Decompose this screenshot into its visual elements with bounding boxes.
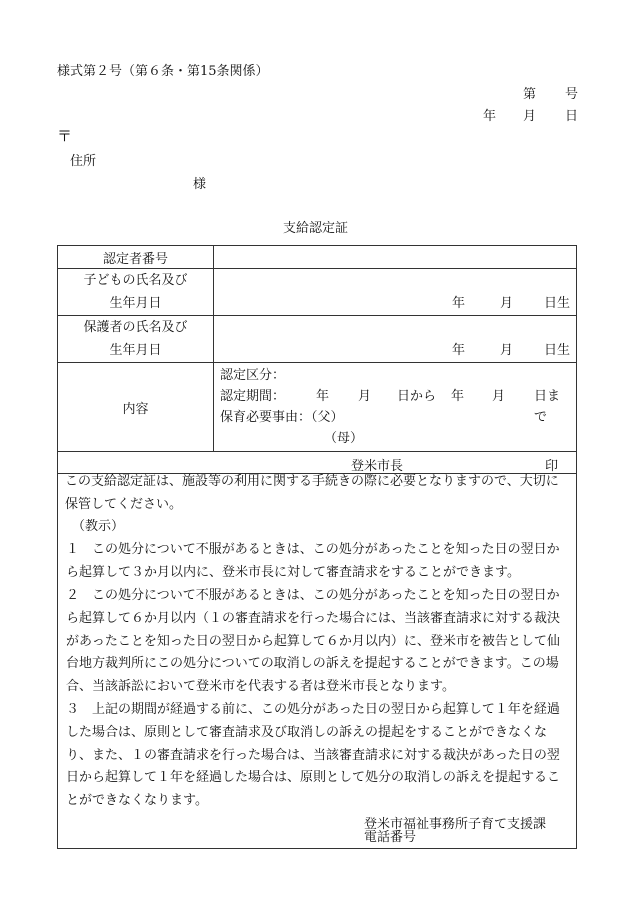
date-year: 年 — [483, 109, 497, 124]
child-label-line2: 生年月日 — [109, 296, 162, 311]
notice-intro: この支給認定証は、施設等の利用に関する手続きの際に必要となりますので、大切に保管してください。 — [65, 474, 559, 512]
content-label: 内容 — [58, 363, 214, 452]
guardian-label-line1: 保護者の氏名及び — [83, 320, 188, 335]
notice-box — [57, 469, 577, 849]
doc-number-label: 第 — [523, 87, 537, 102]
category-line — [220, 365, 570, 386]
notice-item-2: ２ この処分について不服があるときは、この処分があったことを知った日の翌日から起算して６か月以内（１の審査請求を行った場合には、当該審査請求に対する裁決があったことを知った日の翌日から起算して６か月以内）に、登米市を被告として仙台地方裁判所にこの処分についての取消しの訴えを提起することができます。この場合、当該訴訟において登米市を代表する者は登米市長となります。 — [66, 588, 561, 695]
reason-label: 保育必要事由： — [220, 410, 312, 425]
mayor-label: 登米市長 — [351, 459, 404, 474]
date-day: 日 — [565, 109, 579, 124]
reason-father: （父） — [311, 410, 344, 425]
child-dob-year: 年 — [451, 296, 465, 311]
phone-label: 電話番号 — [364, 830, 417, 845]
guardian-value-cell — [214, 316, 577, 363]
content-row — [58, 363, 577, 452]
honorific-sama: 様 — [193, 177, 207, 192]
child-dob-month: 月 — [499, 296, 513, 311]
guardian-dob-month: 月 — [499, 343, 513, 358]
cert-number-label: 認定者番号 — [58, 246, 214, 269]
period-to-month: 月 — [492, 389, 506, 404]
doc-number-suffix: 号 — [565, 87, 579, 102]
child-label-cell — [58, 269, 214, 316]
period-from-day: 日から — [397, 389, 437, 404]
notice-item-3: ３ 上記の期間が経過する前に、この処分があった日の翌日から起算して１年を経過した場合は、原則として審査請求及び取消しの訴えの提起をすることができなくなり、また、１の審査請求を行った場合は、当該審査請求に対する裁決があった日の翌日から起算して１年を経過した場合は、原則として処分の取消しの訴えを提起することができなくなります。 — [66, 702, 561, 809]
child-value-cell — [214, 269, 577, 316]
address-label: 住所 — [70, 154, 97, 169]
notice-item-1: １ この処分について不服があるときは、この処分があったことを知った日の翌日から起算して３か月以内に、登米市長に対して審査請求をすることができます。 — [66, 542, 560, 580]
reason-mother-line — [220, 428, 570, 449]
department-name: 登米市福祉事務所子育て支援課 — [364, 817, 547, 832]
form-number: 様式第２号（第６条・第15条関係） — [57, 64, 269, 79]
content-cell — [214, 363, 577, 452]
period-label: 認定期間： — [220, 389, 286, 404]
document-title: 支給認定証 — [283, 221, 349, 236]
child-dob — [220, 292, 570, 315]
date-month: 月 — [523, 109, 537, 124]
guardian-label-line2: 生年月日 — [109, 343, 162, 358]
guardian-dob — [220, 339, 570, 362]
certificate-table — [57, 245, 577, 474]
cert-number-value — [214, 246, 577, 269]
child-label-line1: 子どもの氏名及び — [83, 273, 188, 288]
period-from-year: 年 — [316, 389, 330, 404]
notice-heading: （教示） — [72, 519, 125, 534]
category-label: 認定区分： — [220, 368, 286, 383]
cert-number-row — [58, 246, 577, 269]
reason-line — [220, 407, 570, 428]
guardian-dob-year: 年 — [451, 343, 465, 358]
seal-mark: 印 — [545, 459, 559, 474]
child-row — [58, 269, 577, 316]
period-from-month: 月 — [358, 389, 372, 404]
guardian-row — [58, 316, 577, 363]
guardian-dob-day: 日生 — [543, 343, 570, 358]
period-to-year: 年 — [451, 389, 465, 404]
guardian-label-cell — [58, 316, 214, 363]
child-dob-day: 日生 — [543, 296, 570, 311]
reason-mother: （母） — [324, 431, 364, 446]
postal-mark: 〒 — [57, 127, 73, 145]
period-to-day: 日まで — [534, 389, 561, 425]
